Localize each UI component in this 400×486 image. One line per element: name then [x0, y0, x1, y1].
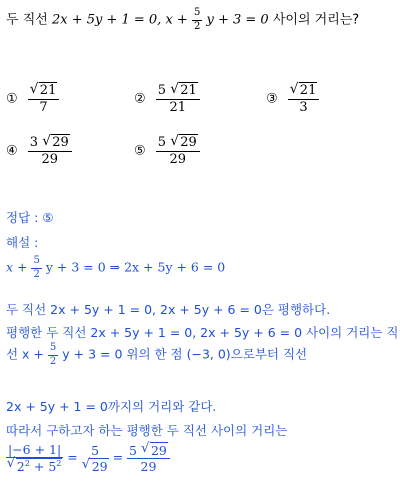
question-frac: $\frac{5}{2}$ [193, 7, 201, 32]
explanation-line-3: 평행한 두 직선 2x + 5y + 1 = 0, 2x + 5y + 6 = 0 사이의 거리는 직 [6, 325, 399, 340]
question-eq2-b: y + 3 = 0 [206, 12, 269, 28]
choice-5[interactable]: ⑤ $\frac{5 √ 29}{29}$ [134, 136, 200, 166]
question-suffix: 사이의 거리는? [272, 12, 360, 28]
question [6, 8, 359, 32]
distance-fraction: |−6 + 1| √ $2^2 + 5^2$ [6, 443, 63, 473]
question-eq2-a: x + [165, 12, 188, 28]
choice-3[interactable]: ③ √ $\frac{21}{3}$ [266, 84, 319, 114]
result-fraction: $\frac{5 √ 29}{29}$ [127, 444, 170, 473]
explanation-line-5: 2x + 5y + 1 = 0까지의 거리와 같다. [6, 399, 217, 414]
fraction: $\frac{5}{2}$ [49, 342, 57, 367]
explanation-label: 해설 : [6, 235, 39, 250]
explanation-line-2: 두 직선 2x + 5y + 1 = 0, 2x + 5y + 6 = 0은 평행하다. [6, 302, 331, 317]
explanation-line-1: x + $\frac{5}{2}$ y + 3 = 0 ⇒ 2x + 5y + 6 = 0 [6, 255, 226, 280]
choice-2[interactable]: ② $\frac{5 √ 21}{21}$ [134, 84, 200, 114]
explanation-line-4: 선 x + $\frac{5}{2}$ y + 3 = 0 위의 한 점 (−3, 0)으로부터 직선 [6, 342, 308, 367]
choice-number: ② [134, 91, 146, 107]
question-eq1: 2x + 5y + 1 = 0, [51, 12, 162, 28]
choice-number: ⑤ [134, 143, 146, 159]
middle-fraction: 5 √ 29 [82, 444, 109, 473]
choice-number: ③ [266, 91, 278, 107]
explanation-line-6: 따라서 구하고자 하는 평행한 두 직선 사이의 거리는 [6, 423, 288, 438]
choice-4[interactable]: ④ $\frac{3 √ 29}{29}$ [6, 136, 72, 166]
answer-label: 정답 : ⑤ [6, 210, 54, 225]
final-formula: |−6 + 1| √ $2^2 + 5^2$ = 5 √ 29 = $\frac{5 √ 29}{29}$ [6, 443, 170, 473]
choice-1[interactable]: ① √ $\frac{21}{7}$ [6, 84, 59, 114]
choice-number: ④ [6, 143, 18, 159]
fraction: $\frac{5}{2}$ [33, 255, 40, 280]
choice-number: ① [6, 91, 18, 107]
question-prefix: 두 직선 [6, 12, 48, 28]
